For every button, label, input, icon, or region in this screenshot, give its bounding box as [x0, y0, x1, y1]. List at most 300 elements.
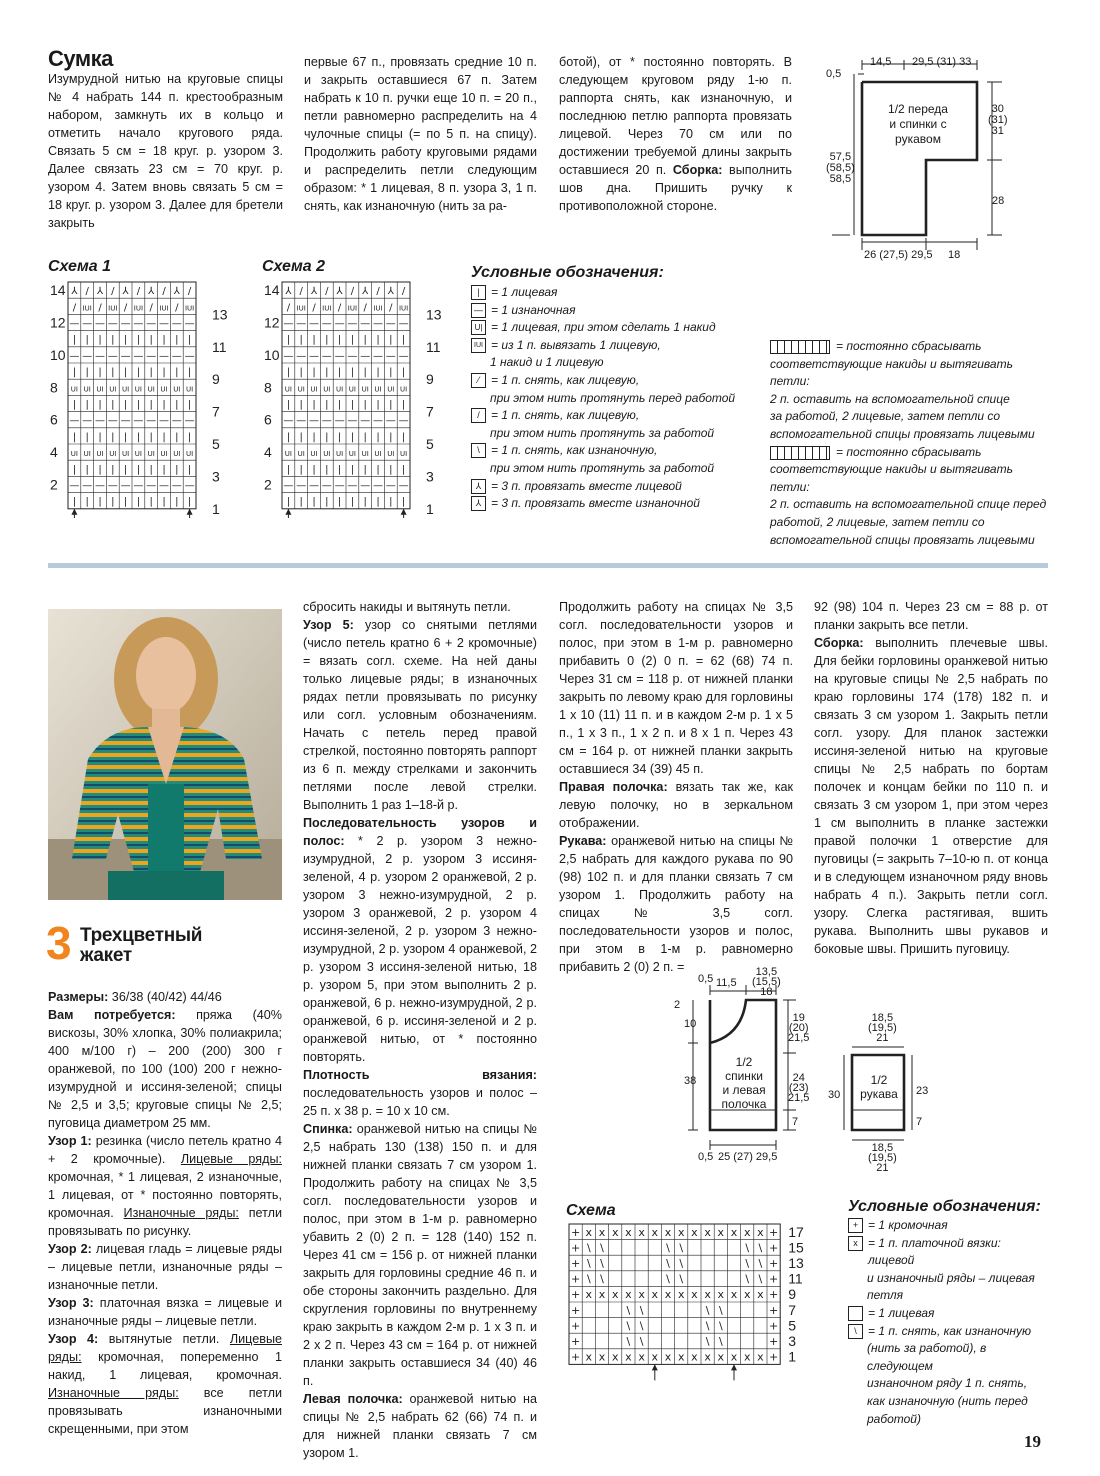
chart-cell: |	[72, 334, 77, 346]
chart-cell: |	[325, 367, 329, 379]
chart-cell: UI	[173, 450, 181, 459]
chart-cell: —	[120, 480, 131, 492]
paragraph-text: выполнить плечевые швы. Для бейки горловины оранжевой нитью на круговые спицы № 2,5 набрать по краю горловины 174 (178) 182 п. и связать 3 см узором 1. Закрыть петли согл. узору. Для планок застежки иссиня-зеленой нитью на круговые спицы № 2,5 набрать по бортам полочек и концам бейки по 110 п. и связать 3 см узором 1, при этом через 1 см выполнить в планке застежки правой полочки 1 отверстие для пуговицы (= закрыть 7–10-ю п. от конца и в следующем изнаночном ряду вновь набрать 4 п.). Закрыть петли согл. узору. Слегка растягивая, вшить рукава. Выполнить швы рукавов и боковые швы. Пришить пуговицу.	[814, 636, 1048, 956]
chart-cell: +	[768, 1257, 779, 1270]
chart-cell: —	[334, 350, 345, 362]
chart-cell: |	[149, 367, 153, 379]
row-label-left: 10	[264, 346, 280, 363]
chart-cell: |	[337, 496, 342, 508]
chart-cell: —	[171, 415, 182, 427]
row-label-right: 9	[426, 371, 434, 388]
row-label: 13	[788, 1255, 804, 1271]
dim-left: 57,5 (58,5) 58,5	[826, 151, 855, 185]
chart-cell: |	[98, 367, 102, 379]
chart-cell: —	[373, 318, 383, 330]
chart-cell: |	[312, 334, 316, 346]
row-label-right: 3	[212, 468, 220, 485]
paragraph-text: последовательность узоров и полос – 25 п. х 38 р. = 10 х 10 см.	[303, 1086, 537, 1118]
paragraph	[559, 778, 793, 832]
chart-cell: |	[149, 431, 153, 443]
paragraph-label: Спинка:	[303, 1122, 353, 1136]
p2-right-1: 19 (20) 21,5	[788, 1012, 810, 1044]
chart-cell: /	[111, 286, 115, 298]
chart-cell: |	[299, 496, 303, 508]
chart-cell: |	[389, 399, 393, 411]
chart-cell: UI	[121, 385, 130, 394]
chart-cell: x	[730, 1288, 738, 1302]
chart-cell: UI	[160, 385, 168, 394]
chart-cell: |	[325, 464, 329, 476]
paragraph-label: Правая полочка:	[559, 780, 668, 794]
paragraph-text: Лицевые ряды:	[180, 1152, 283, 1166]
row-label-left: 6	[264, 411, 272, 428]
chart-cell: —	[347, 318, 358, 330]
chart-cell: /	[376, 286, 380, 298]
chart-cell: —	[120, 415, 131, 427]
chart-cell: UI	[399, 450, 408, 459]
chart-cell: |	[350, 334, 355, 346]
chart-cell: —	[133, 480, 144, 492]
chart-cell: |	[136, 496, 141, 508]
chart-cell: |	[363, 431, 367, 443]
chart-cell: |	[85, 431, 89, 443]
chart-cell: —	[334, 415, 345, 427]
chart-cell: /	[312, 302, 316, 314]
chart-cell: —	[82, 350, 93, 362]
chart-cell: |	[401, 334, 406, 346]
paragraph-label: Узор 2:	[48, 1242, 92, 1256]
paragraph-text: оранжевой нитью на спицы № 2,5 набрать 130 (138) 150 п. и для нижней планки связать 7 см узором 1. Продолжить работу на спицах № 3,5 согл. последовательности узоров и полос, при этом в 1-м р. равномерно убавить 2 (0) 2 п. = 128 (140) 152 п. Через 41 см = 156 р. от нижней планки закрыть для горловины средние 46 п. и обе стороны закончить раздельно. Для скругления горловины по внутреннему краю закрыть в каждом 2-м р. 1 х 3 п. и 2 х 2 п. Через 43 см = 164 р. от нижней планки закрыть оставшиеся 34 (40) 46 п.	[303, 1122, 537, 1388]
chart-cell: x	[691, 1350, 698, 1364]
bag-text-col3	[559, 53, 792, 215]
legend-k3tog: ⅄ = 3 п. провязать вместе лицевой	[471, 478, 771, 496]
chart-cell: —	[95, 318, 105, 330]
chart-cell: |	[299, 431, 303, 443]
chart-cell: x	[691, 1225, 698, 1239]
jacket-text-col1	[48, 988, 282, 1438]
chart-cell: —	[107, 415, 118, 427]
chart-cell: |	[187, 496, 192, 508]
chart-cell: |	[187, 464, 192, 476]
p2-bottom-1: 25 (27) 29,5	[718, 1151, 778, 1163]
sleeve-label: 1/2 рукава	[860, 1073, 898, 1101]
chart-cell: —	[107, 318, 118, 330]
chart-cell: x	[743, 1288, 751, 1302]
chart-cell: —	[159, 318, 169, 330]
chart-cell: /	[299, 286, 303, 298]
chart-cell: IUI	[347, 304, 358, 313]
chart-cell: |	[389, 334, 393, 346]
chart-cell: —	[296, 480, 307, 492]
paragraph-text: Лицевые ряды:	[48, 1332, 282, 1364]
legend2-knit: = 1 лицевая	[848, 1305, 1048, 1323]
chart-cell: UI	[70, 385, 79, 394]
chart-cell: |	[149, 464, 153, 476]
paragraph-text: оранжевой нитью на спицы № 2,5 набрать для каждого рукава по 90 (98) 102 п. и для планки связать 7 см узором 1. Продолжить работу на спицах № 3,5 согл. последовательности узоров и полос, при этом в 1-м р. равномерно прибавить 2 (0) 2 п. =	[559, 834, 793, 974]
chart-cell: IUI	[159, 304, 169, 313]
chart-cell: |	[162, 367, 166, 379]
chart-cell: |	[123, 334, 128, 346]
chart-cell: x	[743, 1350, 751, 1364]
chart-cell: —	[321, 350, 332, 362]
chart-cell: +	[768, 1350, 779, 1364]
dim-left-top: 0,5	[826, 68, 842, 80]
chart-cell: |	[123, 464, 128, 476]
row-label-left: 10	[50, 346, 66, 363]
chart-cell: IUI	[184, 304, 195, 313]
chart-cell: +	[570, 1350, 581, 1364]
row-label-right: 5	[426, 436, 434, 452]
chart-cell: UI	[361, 385, 369, 394]
chart-cell: \	[758, 1241, 763, 1255]
chart-cell: IUI	[133, 304, 144, 313]
chart-cell: \	[626, 1303, 631, 1317]
chart-cell: —	[360, 350, 371, 362]
paragraph-text: все петли провязывать изнаночными скрещенными, при этом	[48, 1386, 282, 1436]
paragraph	[303, 1390, 537, 1462]
chart-cell: /	[123, 302, 128, 314]
chart-cell: x	[598, 1350, 606, 1364]
chart-cell: UI	[310, 450, 318, 459]
scheme1-title: Схема 1	[48, 258, 112, 275]
chart-cell: ⅄	[387, 286, 394, 298]
chart-cell: \	[586, 1257, 591, 1270]
paragraph-label: Сборка:	[814, 636, 864, 650]
chart-cell: +	[570, 1225, 581, 1239]
chart-cell: /	[85, 286, 89, 298]
chart-cell: \	[705, 1303, 710, 1317]
chart-cell: |	[337, 334, 342, 346]
chart-cell: |	[136, 334, 141, 346]
chart-cell: —	[283, 480, 294, 492]
chart-cell: x	[730, 1350, 738, 1364]
chart-cell: —	[133, 350, 144, 362]
paragraph-text: * 2 р. узором 3 нежно-изумрудной, 2 р. узором 3 иссиня-зеленой, 4 р. узором 2 оранжевой, 2 р. узором 3 нежно-изумрудной, 2 р. узором 3 оранжевой, 2 р. узором 4 иссиня-зеленой, 2 р. узором 3 нежно-изумрудной, 2 р. узором 4 оранжевой, 2 р. узором 3 иссиня-зеленой нитью, 18 р. узором 5, при этом выполнить 2 р. оранжевой, 6 р. нежно-изумрудной, 2 р. оранжевой, 6 р. иссиня-зеленой и 2 р. оранжевой нитью, от * постоянно повторять.	[303, 834, 537, 1064]
chart-cell: —	[385, 415, 396, 427]
chart-cell: x	[691, 1288, 698, 1302]
chart-cell: x	[664, 1288, 672, 1302]
chart-cell: —	[334, 480, 345, 492]
chart-cell: —	[95, 415, 105, 427]
chart-cell: UI	[109, 385, 117, 394]
chart-cell: |	[350, 431, 355, 443]
chart-cell: \	[586, 1241, 591, 1255]
chart-cell: —	[385, 480, 396, 492]
chart-cell: |	[72, 367, 77, 379]
p2-top-2: 13,5 (15,5) 18	[752, 966, 781, 998]
chart-cell: +	[570, 1288, 581, 1302]
chart-cell: |	[350, 399, 355, 411]
legend-knit: | = 1 лицевая	[471, 284, 771, 302]
chart-cell: |	[149, 334, 153, 346]
chart-cell: x	[730, 1225, 738, 1239]
legend-slip-back: / = 1 п. снять, как лицевую,	[471, 407, 771, 425]
chart-cell: UI	[173, 385, 181, 394]
legend-p3tog: ⅄ = 3 п. провязать вместе изнаночной	[471, 495, 771, 513]
page-number: 19	[1024, 1432, 1041, 1451]
chart-cell: —	[398, 350, 409, 362]
paragraph	[303, 1066, 537, 1120]
chart-cell: IUI	[108, 304, 118, 313]
bag-text-col1: Изумрудной нитью на круговые спицы № 4 набрать 144 п. крестообразным набором, замкнуть их в кольцо и отметить начало кругового ряда. Связать 5 см = 18 круг. р. узором 3. Далее связать 23 см = 70 круг. р. узором 4. Затем вновь связать 5 см = 18 круг. р. узором 3. Далее для бретели закрыть	[48, 72, 283, 230]
chart-cell: \	[666, 1272, 670, 1286]
p2-top-1: 11,5	[716, 977, 737, 989]
chart-cell: —	[146, 318, 157, 330]
chart-cell: UI	[335, 385, 344, 394]
chart-cell: |	[299, 367, 303, 379]
chart-cell: x	[625, 1350, 632, 1364]
chart-cell: |	[325, 334, 329, 346]
legend2-slip: \ = 1 п. снять, как изнаночную	[848, 1323, 1048, 1341]
chart-cell: —	[184, 318, 195, 330]
chart-cell: |	[111, 431, 115, 443]
chart-cell: —	[133, 415, 144, 427]
section-divider	[48, 563, 1048, 568]
scheme3-title: Схема	[566, 1202, 616, 1219]
legend1-list: | = 1 лицевая — = 1 изнаночная U| = 1 лицевая, при этом сделать 1 накид IUI = из 1 п. вывязать 1 лицевую, 1 накид и 1 лицевую ⁄ = 1 п. снять, как лицевую, при этом нить протянуть перед работой / = 1 п. снять, как лицевую, при этом нить протянуть за работой \ = 1 п. снять, как изнаночную, при этом нить протянуть за работой ⅄ = 3 п. провязать вместе лицевой ⅄ = 3 п. провязать вместе изнаночной	[471, 284, 771, 513]
paragraph-text: Изнаночные ряды:	[48, 1386, 179, 1400]
chart-cell: |	[286, 464, 291, 476]
legend-slip-front: ⁄ = 1 п. снять, как лицевую,	[471, 372, 771, 390]
row-label-left: 14	[264, 282, 280, 299]
chart-cell: —	[373, 480, 383, 492]
chart-cell: —	[309, 318, 319, 330]
chart-cell: —	[398, 415, 409, 427]
chart-cell: ⅄	[122, 286, 129, 298]
jacket-text-col2	[303, 598, 537, 1462]
chart-cell: +	[570, 1257, 581, 1270]
legend2-garter: x = 1 п. платочной вязки: лицевой	[848, 1235, 1048, 1270]
chart-cell: UI	[323, 450, 331, 459]
chart-cell: x	[717, 1350, 725, 1364]
chart-cell: |	[350, 496, 355, 508]
chart-cell: \	[745, 1272, 750, 1286]
chart-cell: |	[401, 431, 406, 443]
chart-cell: |	[376, 431, 380, 443]
chart-cell: /	[325, 286, 329, 298]
row-label-left: 4	[264, 444, 272, 461]
chart-cell: |	[162, 464, 166, 476]
chart-cell: —	[283, 350, 294, 362]
chart-cell: |	[312, 431, 316, 443]
chart-cell: |	[98, 334, 102, 346]
chart-cell: |	[111, 334, 115, 346]
chart-cell: —	[69, 318, 80, 330]
paragraph-text: резинка (число петель кратно 4 + 2 кромочные).	[48, 1134, 282, 1166]
chart-cell: |	[312, 399, 316, 411]
paragraph-text: 36/38 (40/42) 44/46	[108, 990, 222, 1004]
chart-cell: /	[286, 302, 291, 314]
paragraph	[814, 598, 1048, 634]
chart-cell: IUI	[82, 304, 92, 313]
paragraph-label: Размеры:	[48, 990, 109, 1004]
chart-cell: x	[704, 1225, 711, 1239]
chart-cell: \	[758, 1257, 763, 1270]
legend-purl: — = 1 изнаночная	[471, 302, 771, 320]
chart-cell: x	[704, 1350, 711, 1364]
chart-cell: UI	[335, 450, 344, 459]
chart-cell: |	[401, 367, 406, 379]
chart-cell: —	[95, 480, 105, 492]
chart-cell: x	[757, 1288, 764, 1302]
chart-cell: x	[677, 1225, 685, 1239]
chart-cell: UI	[284, 385, 293, 394]
chart-cell: ⅄	[336, 286, 343, 298]
row-label-right: 13	[212, 306, 228, 323]
chart-cell: UI	[185, 385, 194, 394]
paragraph	[303, 598, 537, 616]
chart-cell: UI	[109, 450, 117, 459]
chart-cell: |	[175, 334, 179, 346]
chart-cell: —	[69, 350, 80, 362]
chart-cell: —	[107, 350, 118, 362]
row-label-left: 14	[50, 282, 66, 299]
chart-cell: |	[350, 367, 355, 379]
chart-cell: IUI	[373, 304, 383, 313]
chart-cell: UI	[374, 385, 382, 394]
paragraph-text: вязать так же, как левую полочку, но в зеркальном отображении.	[559, 780, 793, 830]
chart-cell: ⅄	[285, 286, 292, 298]
chart-cell: —	[159, 350, 169, 362]
row-label: 9	[788, 1286, 796, 1303]
chart-cell: UI	[310, 385, 318, 394]
chart-cell: \	[718, 1335, 723, 1348]
chart-cell: /	[149, 302, 153, 314]
chart-cell: \	[626, 1335, 631, 1348]
dim-top-2: 29,5 (31) 33	[912, 56, 972, 68]
chart-cell: —	[373, 415, 383, 427]
paragraph-text: узор со снятыми петлями (число петель кратно 6 + 2 кромочные) = вязать согл. схеме. На ней даны только лицевые ряды; в изнаночных рядах петли провязывать по рисунку или согл. условным обозначениям. Начать с петель перед правой стрелкой, постоянно повторять раппорт из 6 п. между стрелками и закончить петлями после левой стрелки. Выполнить 1 раз 1–18-й р.	[303, 618, 537, 812]
chart-cell: \	[626, 1319, 631, 1333]
chart-cell: |	[286, 367, 291, 379]
chart-cell: ⅄	[148, 286, 155, 298]
chart-cell: UI	[399, 385, 408, 394]
chart-cell: |	[149, 399, 153, 411]
chart-cell: —	[146, 415, 157, 427]
chart-cell: +	[570, 1319, 581, 1333]
chart-cell: /	[363, 302, 367, 314]
chart-cell: +	[768, 1241, 779, 1255]
chart-cell: |	[111, 464, 115, 476]
chart-cell: |	[337, 464, 342, 476]
paragraph-label: Узор 1:	[48, 1134, 92, 1148]
sleeve-right-0: 23	[916, 1085, 929, 1097]
chart-cell: +	[768, 1303, 779, 1317]
dim-right-low: 28	[992, 195, 1005, 207]
legend1-title: Условные обозначения:	[471, 264, 664, 281]
chart-cell: x	[664, 1225, 672, 1239]
paragraph-label: Вам потребуется:	[48, 1008, 176, 1022]
chart-cell: —	[283, 415, 294, 427]
diagram-label: 1/2 переда и спинки с рукавом	[888, 102, 948, 146]
row-label: 11	[788, 1270, 803, 1287]
repeat-arrowhead	[731, 1364, 737, 1370]
chart-cell: |	[389, 431, 393, 443]
chart-cell: —	[385, 318, 396, 330]
chart-cell: —	[107, 480, 118, 492]
chart-cell: x	[704, 1288, 711, 1302]
chart-cell: +	[570, 1241, 581, 1255]
chart-cell: |	[286, 496, 291, 508]
chart-cell: +	[570, 1303, 581, 1317]
chart-cell: |	[363, 496, 367, 508]
chart-cell: x	[677, 1350, 685, 1364]
chart-cell: |	[98, 399, 102, 411]
chart-cell: \	[679, 1272, 684, 1286]
chart-cell: —	[171, 350, 182, 362]
repeat-arrowhead	[71, 509, 77, 515]
paragraph	[559, 598, 793, 778]
bag-pattern-diagram	[822, 52, 1022, 267]
row-label-left: 12	[264, 314, 280, 331]
chart-cell: |	[175, 496, 179, 508]
chart-cell: |	[98, 464, 102, 476]
chart-cell: —	[309, 415, 319, 427]
chart-cell: —	[347, 480, 358, 492]
chart-cell: x	[611, 1288, 619, 1302]
chart-cell: —	[296, 415, 307, 427]
chart-cell: |	[162, 399, 166, 411]
paragraph	[48, 988, 282, 1006]
chart-cell: —	[398, 318, 409, 330]
chart-cell: x	[585, 1288, 593, 1302]
chart-cell: \	[639, 1303, 644, 1317]
chart-cell: /	[187, 286, 192, 298]
chart-cell: /	[72, 302, 77, 314]
chart-cell: |	[149, 496, 153, 508]
chart-cell: |	[85, 464, 89, 476]
chart-cell: |	[337, 367, 342, 379]
row-label: 3	[788, 1333, 796, 1349]
chart-cell: UI	[387, 385, 395, 394]
chart-cell: —	[184, 480, 195, 492]
legend1-right: = постоянно сбрасывать соответствующие накиды и вытягивать петли: 2 п. оставить на вспомогательной спице за работой, 2 лицевые, затем петли со вспомогательной спицы провязать лицевыми = постоянно сбрасывать соответствующие накиды и вытягивать петли: 2 п. оставить на вспомогательной спице перед работой, 2 лицевые, затем петли со вспомогательной спицы провязать лицевыми	[770, 338, 1050, 549]
paragraph-label: Узор 4:	[48, 1332, 99, 1346]
chart-cell: |	[299, 399, 303, 411]
chart-cell: ⅄	[96, 286, 104, 298]
chart-cell: x	[611, 1225, 619, 1239]
chart-cell: +	[570, 1335, 581, 1348]
chart-cell: —	[347, 415, 358, 427]
chart-cell: |	[162, 334, 166, 346]
chart-cell: \	[639, 1319, 644, 1333]
chart-cell: UI	[83, 385, 91, 394]
chart-cell: |	[72, 431, 77, 443]
chart-cell: |	[136, 464, 141, 476]
chart-cell: |	[299, 464, 303, 476]
chart-cell: |	[325, 399, 329, 411]
chart-cell: |	[175, 464, 179, 476]
paragraph-text: кромочная, попеременно 1 накид, 1 лицевая, кромочная.	[48, 1350, 282, 1382]
p2-bottom-0: 0,5	[698, 1151, 714, 1163]
chart-cell: x	[625, 1225, 632, 1239]
chart-cell: x	[717, 1288, 725, 1302]
chart-cell: UI	[160, 450, 168, 459]
chart-cell: UI	[121, 450, 130, 459]
chart-cell: |	[85, 496, 89, 508]
chart-cell: /	[136, 286, 141, 298]
chart-cell: |	[85, 367, 89, 379]
chart-cell: —	[360, 415, 371, 427]
bag-text-col2: первые 67 п., провязать средние 10 п. и закрыть оставшиеся 67 п. Затем набрать к 10 п. ручки еще 10 п. = 20 п., петли равномерно распределить на 4 чулочные спицы (= по 5 п. на спицу). Продолжить работу круговыми рядами и распределить петли следующим образом: * 1 лицевая, 8 п. узора 3, 1 п. снять, как изнаночную (нить за ра-	[304, 55, 537, 213]
repeat-arrowhead	[285, 509, 291, 515]
legend2-edge: + = 1 кромочная	[848, 1217, 1048, 1235]
chart-cell: /	[389, 302, 393, 314]
scheme2-chart	[262, 278, 452, 518]
chart-cell: \	[639, 1335, 644, 1348]
chart-cell: \	[745, 1257, 750, 1270]
paragraph	[48, 1006, 282, 1132]
